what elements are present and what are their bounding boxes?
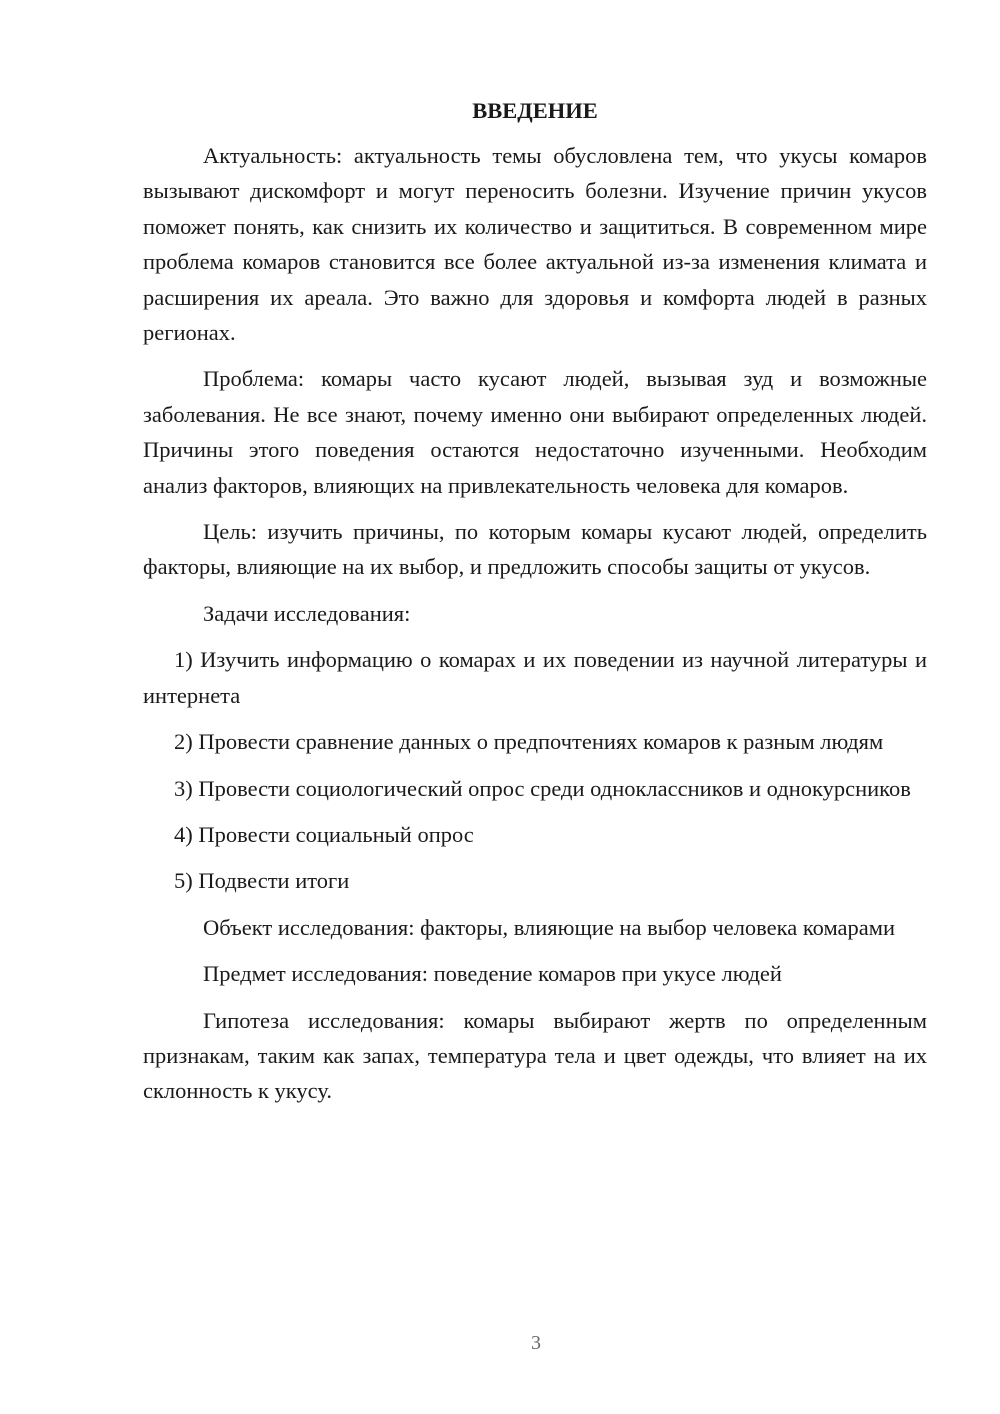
section-heading: ВВЕДЕНИЕ [472,98,598,123]
subject-paragraph: Предмет исследования: поведение комаров при укусе людей [203,961,782,987]
tasks-heading: Задачи исследования: [203,600,411,626]
page-content [143,93,927,1120]
task-item: 4) Провести социальный опрос [174,821,474,847]
task-item: 1) Изучить информацию о комарах и их поведении из научной литературы и интернета [143,647,927,708]
hypothesis-paragraph: Гипотеза исследования: комары выбирают жертв по определенным признакам, таким как запах, температура тела и цвет одежды, что влияет на их склонность к укусу. [143,1007,927,1104]
task-item: 5) Подвести итоги [174,868,350,894]
goal-paragraph: Цель: изучить причины, по которым комары кусают людей, определить факторы, влияющие на их выбор, и предложить способы защиты от укусов. [143,519,927,580]
object-paragraph: Объект исследования: факторы, влияющие на выбор человека комарами [203,914,896,940]
task-item: 2) Провести сравнение данных о предпочтениях комаров к разным людям [174,729,884,755]
problem-paragraph: Проблема: комары часто кусают людей, вызывая зуд и возможные заболевания. Не все знают, почему именно они выбирают определенных людей. Причины этого поведения остаются недостаточно изученными. Необходим анализ факторов, влияющих на привлекательность человека для комаров. [143,366,927,498]
page-number: 3 [531,1332,541,1354]
relevance-paragraph: Актуальность: актуальность темы обусловлена тем, что укусы комаров вызывают дискомфорт и могут переносить болезни. Изучение причин укусов поможет понять, как снизить их количество и защититься. В современном мире проблема комаров становится все более актуальной из-за изменения климата и расширения их ареала. Это важно для здоровья и комфорта людей в разных регионах. [143,143,927,346]
task-item: 3) Провести социологический опрос среди одноклассников и однокурсников [174,775,911,801]
